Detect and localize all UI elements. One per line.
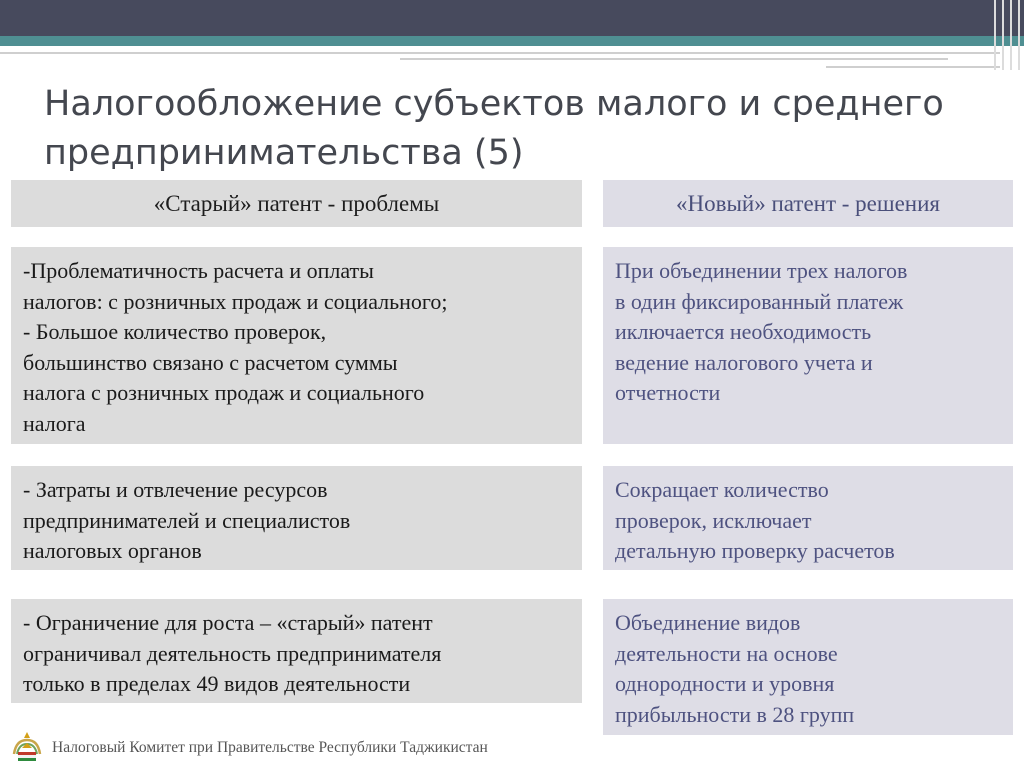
solution-line: отчетности — [615, 380, 721, 405]
problem-line: предпринимателей и специалистов — [23, 507, 351, 533]
solution-line: Сокращает количество — [615, 477, 829, 502]
solution-box-3 — [603, 599, 1013, 735]
top-accent-stripe — [0, 36, 1024, 46]
problem-line: -Проблематичность расчета и оплаты — [23, 258, 374, 283]
old-patent-header — [11, 180, 582, 227]
slide-title: Налогообложение субъектов малого и среднего предпринимательства (5) — [44, 84, 944, 173]
tajikistan-emblem-icon — [8, 728, 46, 766]
solution-line: При объединении трех налогов — [615, 258, 908, 283]
solution-line: детальную проверку расчетов — [615, 538, 895, 563]
solution-line: Объединение видов — [615, 610, 801, 635]
problem-line: - Большое количество проверок, — [23, 319, 327, 344]
corner-ornament — [994, 0, 996, 70]
problem-line: большинство связано с расчетом суммы — [23, 349, 398, 375]
header-rule — [0, 52, 1000, 54]
solution-line: прибыльности в 28 групп — [615, 701, 855, 727]
problem-line: налога с розничных продаж и социального — [23, 380, 425, 405]
problem-line: налога — [23, 410, 86, 436]
problem-line: ограничивал деятельность предпринимателя — [23, 640, 442, 666]
header-rule — [400, 58, 948, 60]
top-bar — [0, 0, 1024, 36]
problem-line: налогов: с розничных продаж и социального; — [23, 288, 448, 314]
problem-line: только в пределах 49 видов деятельности — [23, 671, 411, 696]
new-patent-header — [603, 180, 1013, 227]
solution-line: деятельности на основе — [615, 640, 838, 666]
solution-line: ведение налогового учета и — [615, 349, 873, 375]
solution-line: в один фиксированный платеж — [615, 288, 904, 314]
header-rule — [826, 66, 1000, 68]
corner-ornament — [1018, 0, 1020, 70]
solution-box-1 — [603, 247, 1013, 444]
solution-box-2 — [603, 466, 1013, 570]
corner-ornament — [1010, 0, 1012, 70]
solution-line: иключается необходимость — [615, 319, 872, 344]
corner-ornament — [1002, 0, 1004, 70]
problem-box-2 — [11, 466, 582, 570]
old-patent-header-label: «Старый» патент - проблемы — [153, 190, 440, 216]
solution-line: проверок, исключает — [615, 507, 812, 533]
problem-box-1 — [11, 247, 582, 444]
problem-line: - Затраты и отвлечение ресурсов — [23, 477, 328, 502]
problem-line: - Ограничение для роста – «старый» патент — [23, 610, 433, 635]
problem-box-3 — [11, 599, 582, 703]
problem-line: налоговых органов — [23, 538, 202, 563]
solution-line: однородности и уровня — [615, 671, 835, 696]
footer-caption: Налоговый Комитет при Правительстве Республики Таджикистан — [52, 739, 488, 756]
new-patent-header-label: «Новый» патент - решения — [675, 190, 940, 216]
